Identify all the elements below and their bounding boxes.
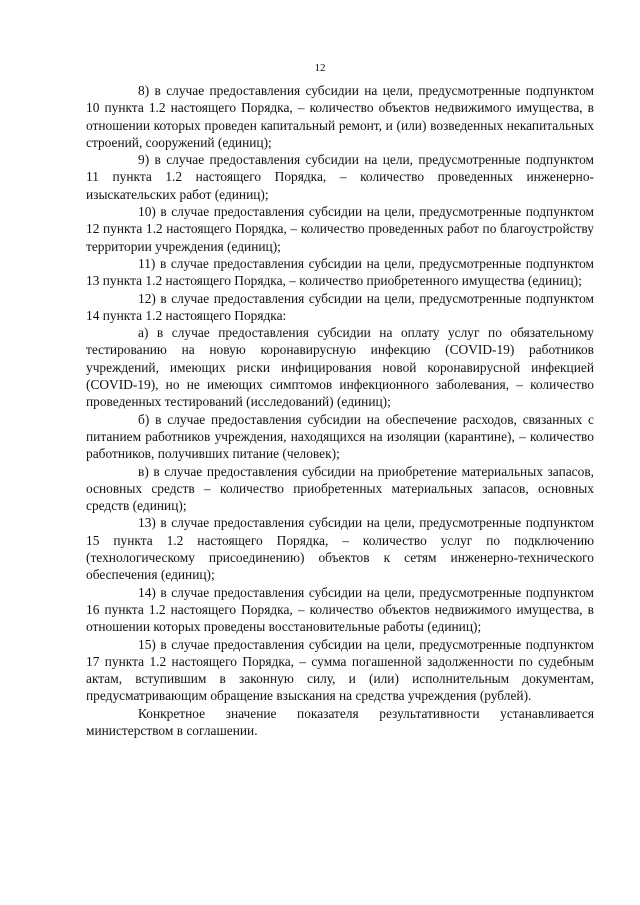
paragraph-item-8: 8) в случае предоставления субсидии на цели, предусмотренные подпунктом 10 пункта 1.2 настоящего Порядка, – количество объектов недвижимого имущества, в отношении которых проведен капитальный ремонт, и (или) возведенных некапитальных строений, сооружений (единиц); (86, 83, 594, 150)
paragraph-item-15: 15) в случае предоставления субсидии на цели, предусмотренные подпунктом 17 пункта 1.2 настоящего Порядка, – сумма погашенной задолженности по судебным актам, вступившим в законную силу, и (или) исполнительным документам, предусматривающим обращение взыскания на средства учреждения (рублей). (86, 636, 594, 704)
paragraph-item-10: 10) в случае предоставления субсидии на цели, предусмотренные подпунктом 12 пункта 1.2 настоящего Порядка, – количество проведенных работ по благоустройству территории учреждения (единиц); (86, 204, 594, 254)
paragraph-item-12: 12) в случае предоставления субсидии на цели, предусмотренные подпунктом 14 пункта 1.2 настоящего Порядка: (86, 290, 594, 323)
paragraph-subitem-a: а) в случае предоставления субсидии на оплату услуг по обязательному тестированию на новую коронавирусную инфекцию (COVID-19) работников учреждений, имеющих риски инфицирования новой коронавирусной инфекцией (COVID-19), но не имеющих симптомов инфекционного заболевания, – количество проведенных тестирований (исследований) (единиц); (86, 325, 594, 410)
document-body (86, 82, 594, 739)
paragraph-item-9: 9) в случае предоставления субсидии на цели, предусмотренные подпунктом 11 пункта 1.2 настоящего Порядка, – количество проведенных инженерно-изыскательских работ (единиц); (86, 152, 594, 202)
paragraph-conclusion: Конкретное значение показателя результативности устанавливается министерством в соглашении. (86, 705, 594, 738)
paragraph-subitem-v: в) в случае предоставления субсидии на приобретение материальных запасов, основных средств – количество приобретенных материальных запасов, основных средств (единиц); (86, 463, 594, 514)
paragraph-item-14: 14) в случае предоставления субсидии на цели, предусмотренные подпунктом 16 пункта 1.2 настоящего Порядка, – количество объектов недвижимого имущества, в отношении которых проведены восстановительные работы (единиц); (86, 584, 594, 635)
paragraph-subitem-b: б) в случае предоставления субсидии на обеспечение расходов, связанных с питанием работников учреждения, находящихся на изоляции (карантине), – количество работников, получивших питание (человек); (86, 411, 594, 462)
page-number: 12 (314, 62, 326, 74)
paragraph-item-13: 13) в случае предоставления субсидии на цели, предусмотренные подпунктом 15 пункта 1.2 настоящего Порядка, – количество услуг по подключению (технологическому присоединению) объектов к сетям инженерно-технического обеспечения (единиц); (86, 515, 594, 583)
paragraph-item-11: 11) в случае предоставления субсидии на цели, предусмотренные подпунктом 13 пункта 1.2 настоящего Порядка, – количество приобретенного имущества (единиц); (86, 255, 594, 289)
